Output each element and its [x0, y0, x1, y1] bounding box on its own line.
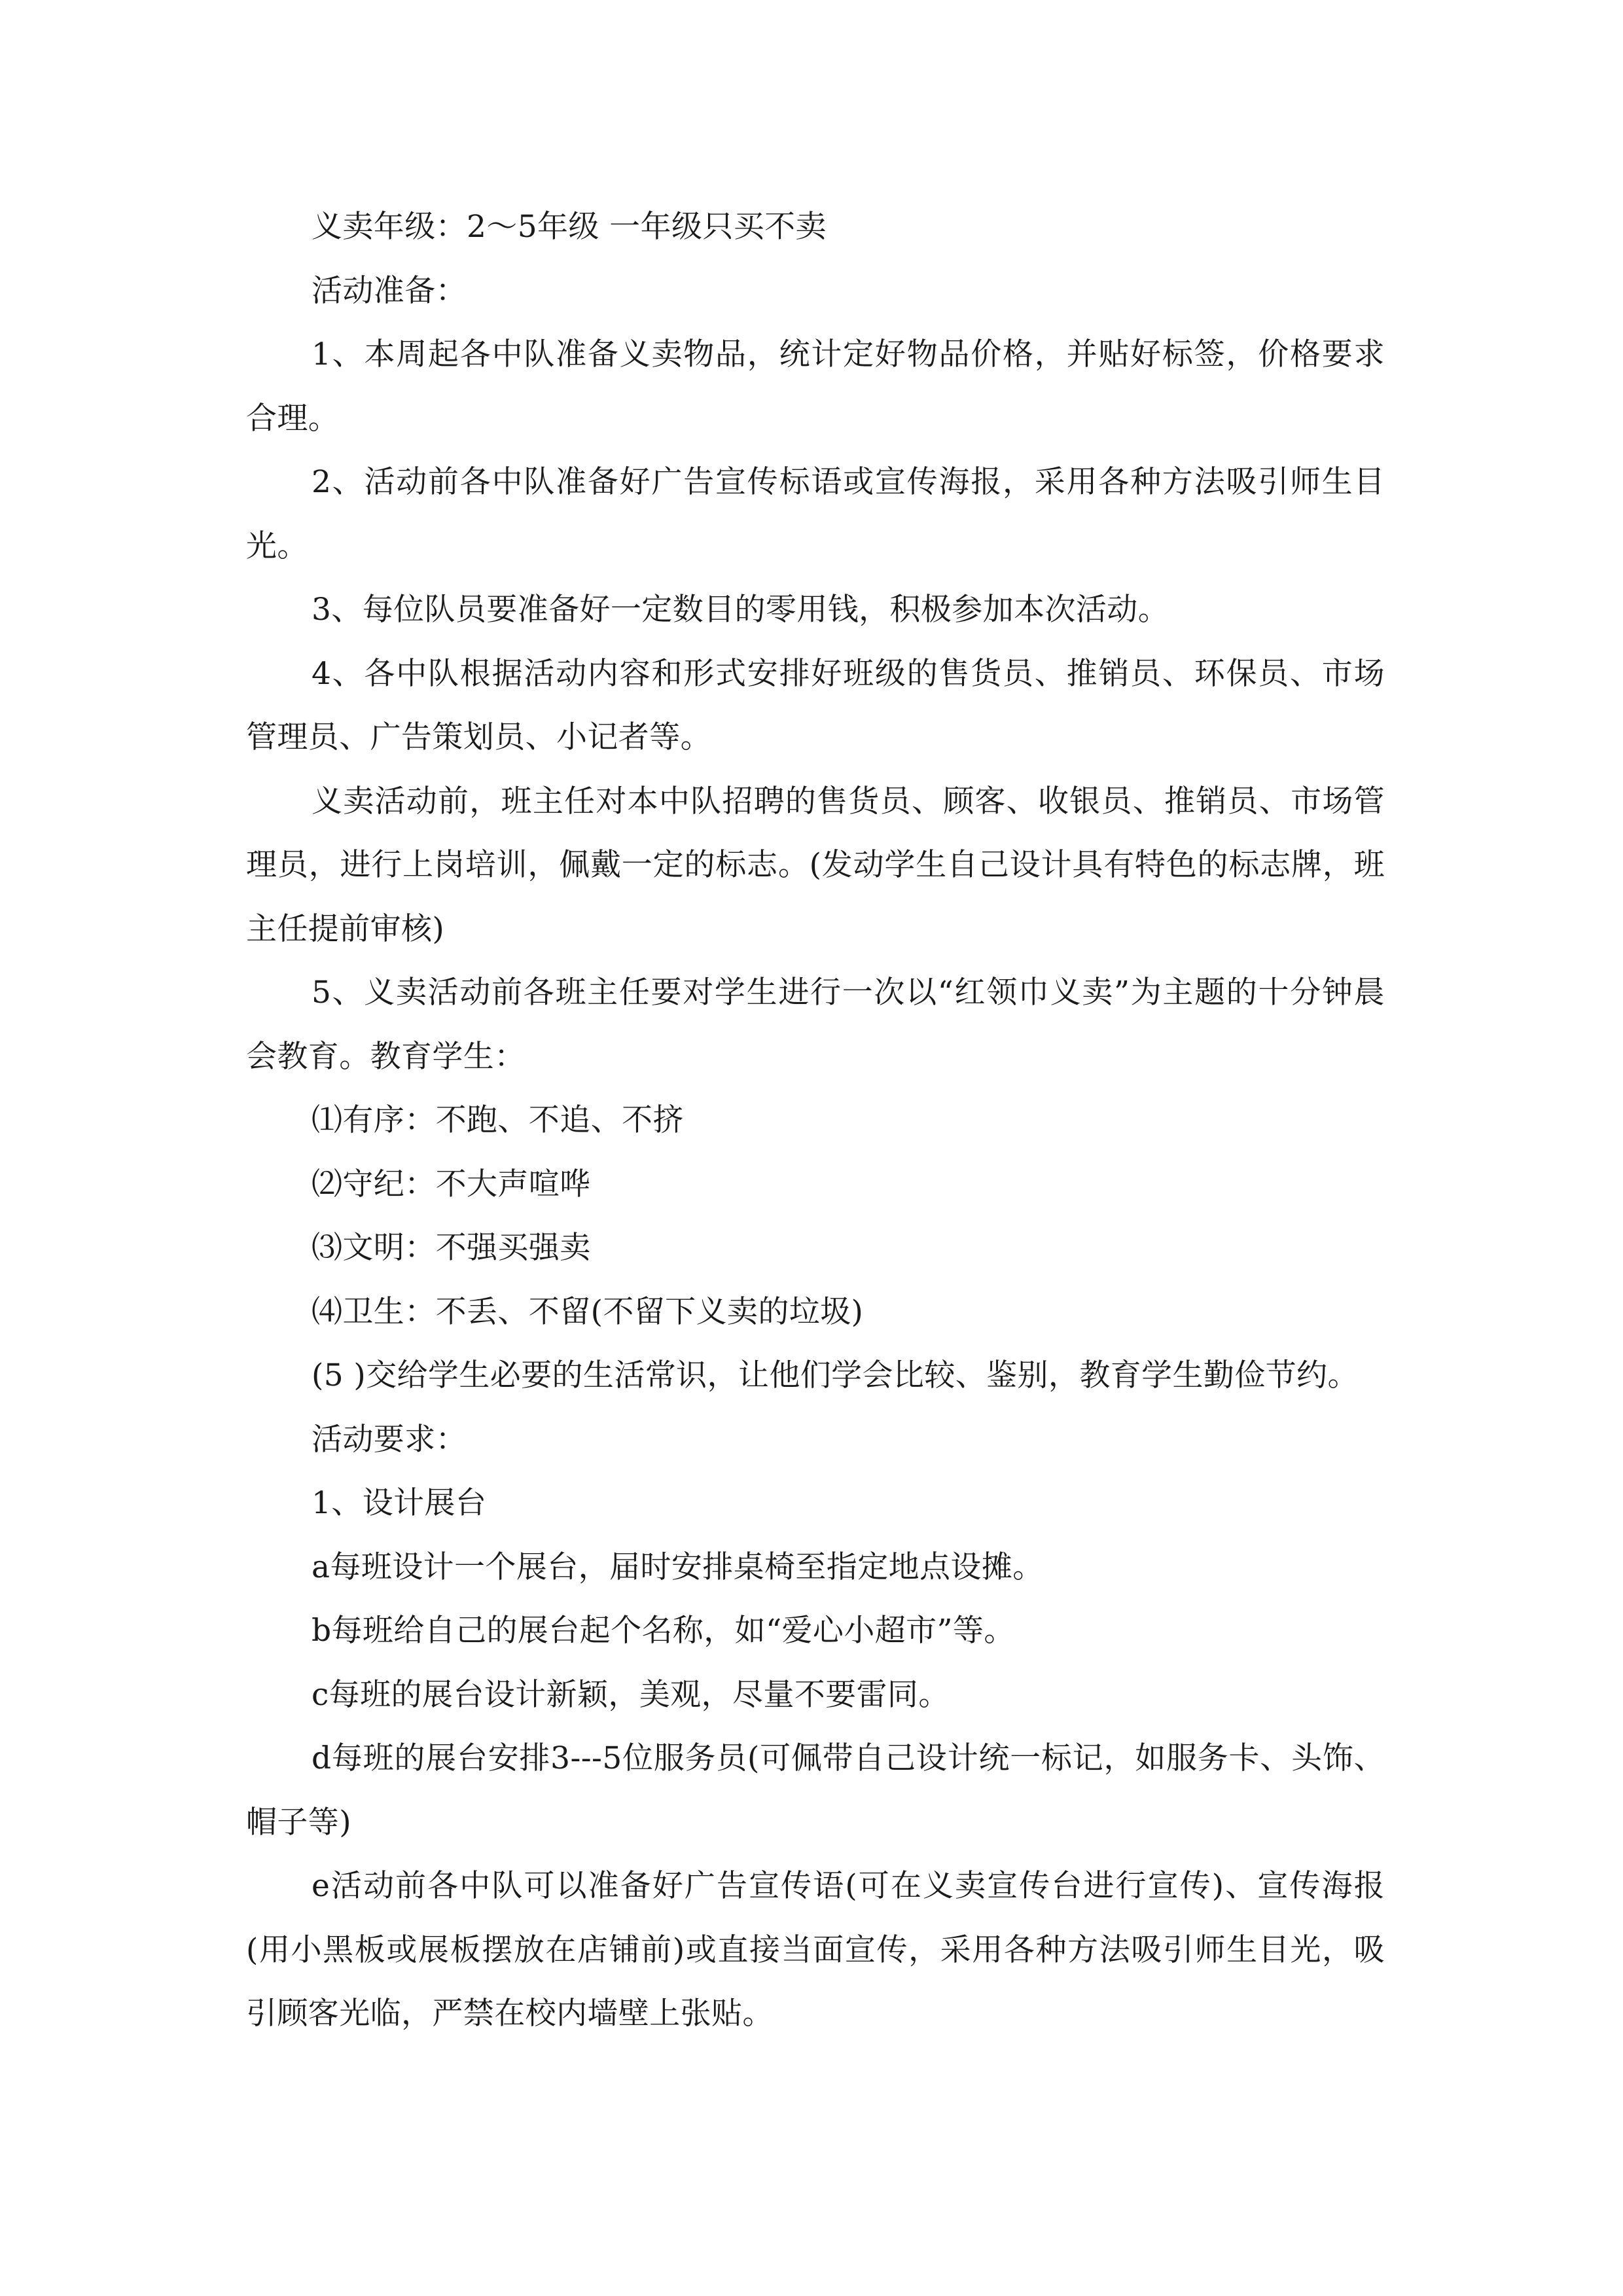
paragraph-req-e: e活动前各中队可以准备好广告宣传语(可在义卖宣传台进行宣传)、宣传海报(用小黑板或展板摆放在店铺前)或直接当面宣传，采用各种方法吸引师生目光，吸引顾客光临，严禁在校内墙壁上张贴。	[246, 1868, 1385, 2032]
paragraph-req-c: c每班的展台设计新颖，美观，尽量不要雷同。	[312, 1676, 950, 1713]
paragraph-prep-4: 4、各中队根据活动内容和形式安排好班级的售货员、推销员、环保员、市场管理员、广告策划员、小记者等。	[246, 655, 1385, 755]
list-item-hygiene: ⑷卫生：不丢、不留(不留下义卖的垃圾)	[312, 1293, 864, 1330]
document-body	[246, 195, 1385, 2046]
paragraph-prep-2: 2、活动前各中队准备好广告宣传标语或宣传海报，采用各种方法吸引师生目光。	[246, 464, 1385, 564]
heading-preparation: 活动准备：	[312, 272, 467, 309]
paragraph-training: 义卖活动前，班主任对本中队招聘的售货员、顾客、收银员、推销员、市场管理员，进行上岗培训，佩戴一定的标志。(发动学生自己设计具有特色的标志牌，班主任提前审核)	[246, 783, 1385, 947]
list-item-order: ⑴有序：不跑、不追、不挤	[312, 1102, 684, 1138]
heading-requirements: 活动要求：	[312, 1421, 467, 1458]
subheading-booth-design: 1、设计展台	[312, 1485, 487, 1521]
list-item-civility: ⑶文明：不强买强卖	[312, 1230, 591, 1266]
list-item-common-sense: (5 )交给学生必要的生活常识，让他们学会比较、鉴别，教育学生勤俭节约。	[312, 1357, 1359, 1393]
paragraph-prep-1: 1、本周起各中队准备义卖物品，统计定好物品价格，并贴好标签，价格要求合理。	[246, 336, 1385, 437]
paragraph-req-d: d每班的展台安排3---5位服务员(可佩带自己设计统一标记，如服务卡、头饰、帽子等)	[246, 1740, 1385, 1840]
list-item-discipline: ⑵守纪：不大声喧哗	[312, 1166, 591, 1202]
paragraph-req-a: a每班设计一个展台，届时安排桌椅至指定地点设摊。	[312, 1549, 1044, 1585]
paragraph-prep-5: 5、义卖活动前各班主任要对学生进行一次以“红领巾义卖”为主题的十分钟晨会教育。教育学生：	[246, 975, 1385, 1075]
paragraph-grade: 义卖年级：2～5年级 一年级只买不卖	[312, 209, 827, 245]
paragraph-req-b: b每班给自己的展台起个名称，如“爱心小超市”等。	[312, 1613, 1015, 1649]
paragraph-prep-3: 3、每位队员要准备好一定数目的零用钱，积极参加本次活动。	[312, 592, 1169, 628]
